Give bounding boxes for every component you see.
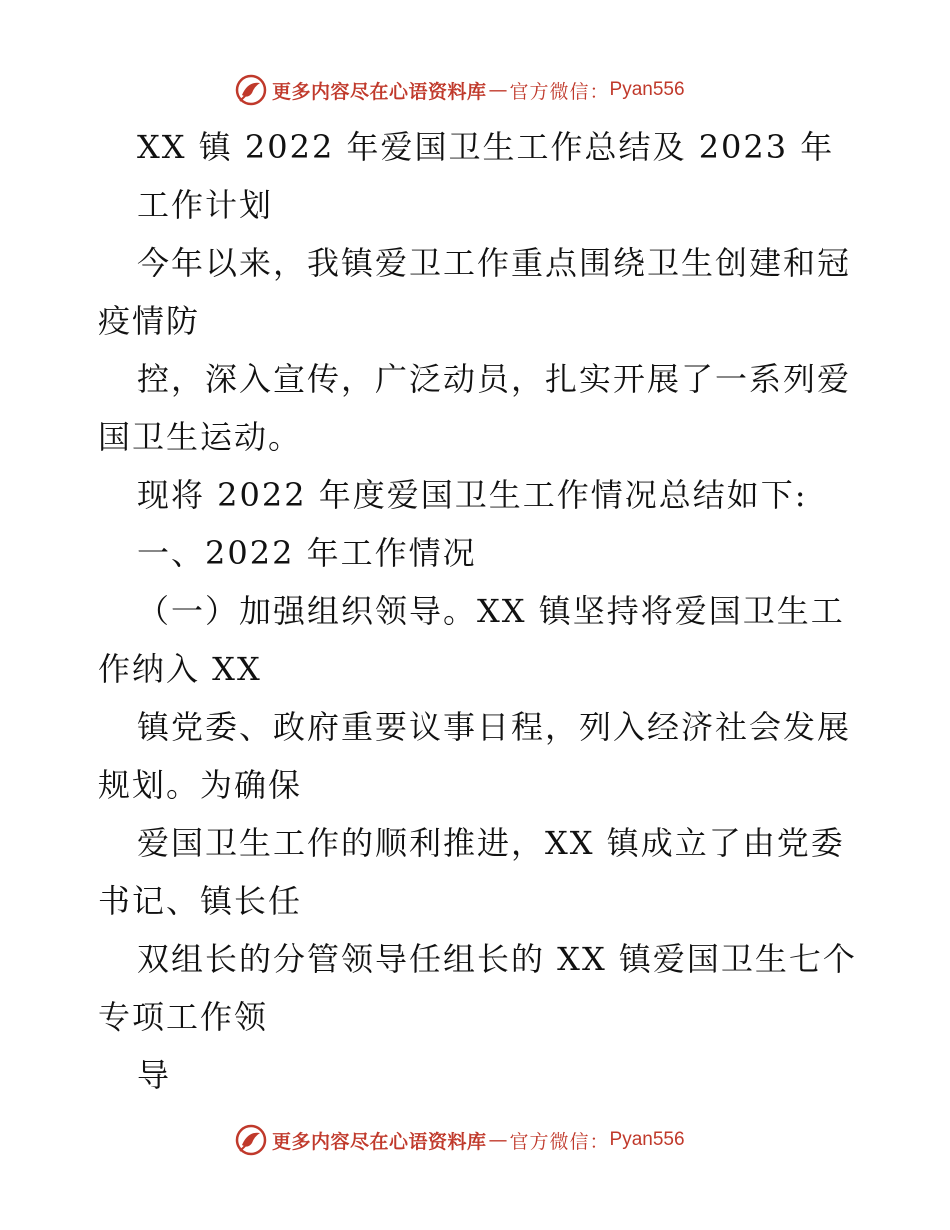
watermark-brand: 更多内容尽在心语资料库 [272, 1130, 487, 1153]
document-title-line-2: 工作计划 [137, 186, 274, 224]
watermark-brand: 更多内容尽在心语资料库 [272, 80, 487, 103]
watermark-dash: — [488, 1129, 508, 1151]
watermark-official-label: 官方微信： [509, 1130, 610, 1153]
logo-icon [234, 1123, 268, 1157]
document-title-line-1: XX 镇 2022 年爱国卫生工作总结及 2023 年 [137, 128, 835, 166]
paragraph-line: 控，深入宣传，广泛动员，扎实开展了一系列爱 [137, 360, 852, 398]
paragraph-line: 今年以来，我镇爱卫工作重点围绕卫生创建和冠 [137, 244, 852, 282]
paragraph-line: 现将 2022 年度爱国卫生工作情况总结如下: [137, 476, 808, 514]
footer-watermark [234, 1123, 685, 1157]
watermark-wechat-id: Pyan556 [609, 79, 685, 100]
paragraph-line: 疫情防 [98, 302, 201, 340]
watermark-wechat-id: Pyan556 [609, 1129, 685, 1150]
watermark-dash: — [488, 79, 508, 101]
paragraph-line: 爱国卫生工作的顺利推进，XX 镇成立了由党委 [137, 824, 845, 862]
paragraph-line: 镇党委、政府重要议事日程，列入经济社会发展 [137, 708, 852, 746]
subsection-line: （一）加强组织领导。XX 镇坚持将爱国卫生工 [137, 592, 845, 630]
paragraph-line: 作纳入 XX [98, 650, 262, 688]
paragraph-line: 双组长的分管领导任组长的 XX 镇爱国卫生七个 [137, 940, 857, 978]
section-heading: 一、2022 年工作情况 [137, 534, 477, 572]
paragraph-line: 规划。为确保 [98, 766, 303, 804]
watermark-official-label: 官方微信： [509, 80, 610, 103]
paragraph-line: 导 [137, 1056, 172, 1094]
paragraph-line: 书记、镇长任 [98, 882, 303, 920]
header-watermark [234, 73, 685, 107]
paragraph-line: 国卫生运动。 [98, 418, 303, 456]
logo-icon [234, 73, 268, 107]
paragraph-line: 专项工作领 [98, 998, 269, 1036]
